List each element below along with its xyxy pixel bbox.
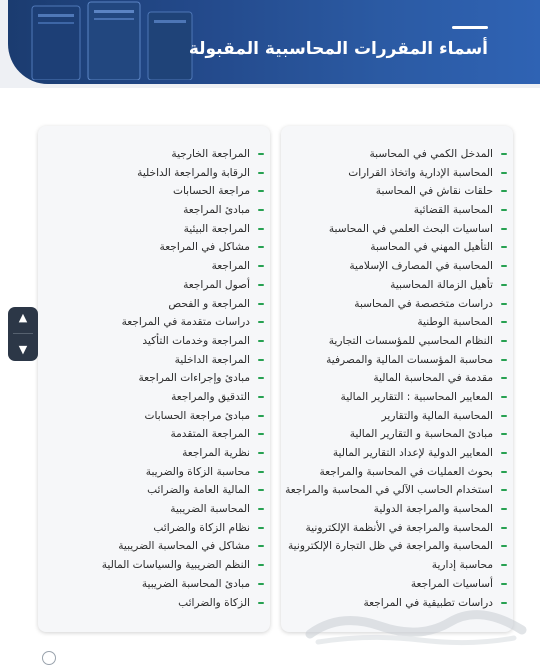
list-bullet-icon bbox=[501, 564, 507, 566]
course-label: مبادئ المراجعة bbox=[183, 204, 250, 217]
course-item bbox=[38, 463, 270, 482]
accounting-courses-list bbox=[281, 126, 513, 612]
course-label: مبادئ مراجعة الحسابات bbox=[144, 409, 250, 422]
course-label: المحاسبة المالية والتقارير bbox=[381, 409, 493, 422]
course-item bbox=[281, 388, 513, 407]
course-label: مقدمة في المحاسبة المالية bbox=[373, 372, 493, 385]
list-bullet-icon bbox=[258, 190, 264, 192]
course-item bbox=[38, 164, 270, 183]
course-label: المحاسبة في المصارف الإسلامية bbox=[349, 260, 493, 273]
course-label: المالية العامة والضرائب bbox=[147, 484, 250, 497]
course-item bbox=[281, 463, 513, 482]
course-item bbox=[38, 332, 270, 351]
course-label: أصول المراجعة bbox=[183, 278, 250, 291]
course-item bbox=[281, 313, 513, 332]
page-indicator-icon bbox=[42, 651, 56, 665]
list-bullet-icon bbox=[501, 583, 507, 585]
course-label: محاسبة الزكاة والضريبة bbox=[145, 465, 250, 478]
list-bullet-icon bbox=[501, 265, 507, 267]
course-label: الرقابة والمراجعة الداخلية bbox=[137, 166, 250, 179]
course-item bbox=[281, 556, 513, 575]
list-bullet-icon bbox=[501, 228, 507, 230]
course-label: المراجعة bbox=[211, 260, 250, 273]
list-bullet-icon bbox=[501, 489, 507, 491]
title-accent-line bbox=[452, 26, 488, 29]
books-illustration-icon bbox=[28, 0, 198, 80]
course-label: المراجعة وخدمات التأكيد bbox=[142, 334, 250, 347]
list-bullet-icon bbox=[501, 396, 507, 398]
accounting-courses-panel bbox=[281, 126, 513, 632]
scroll-widget bbox=[8, 307, 38, 361]
course-item bbox=[38, 220, 270, 239]
list-bullet-icon bbox=[501, 153, 507, 155]
course-label: المحاسبة الضريبية bbox=[170, 503, 250, 516]
course-label: مراجعة الحسابات bbox=[172, 185, 250, 198]
course-item bbox=[281, 575, 513, 594]
list-bullet-icon bbox=[258, 359, 264, 361]
course-item bbox=[281, 164, 513, 183]
course-label: محاسبة إدارية bbox=[431, 559, 493, 572]
course-label: التدقيق والمراجعة bbox=[171, 390, 250, 403]
course-item bbox=[281, 407, 513, 426]
list-bullet-icon bbox=[501, 545, 507, 547]
course-item bbox=[38, 145, 270, 164]
course-item bbox=[281, 220, 513, 239]
course-label: دراسات متقدمة في المراجعة bbox=[121, 316, 250, 329]
course-label: التأهيل المهني في المحاسبة bbox=[370, 241, 493, 254]
auditing-courses-list bbox=[38, 126, 270, 612]
course-label: تأهيل الزمالة المحاسبية bbox=[390, 278, 493, 291]
scroll-divider bbox=[13, 333, 33, 334]
course-item bbox=[38, 575, 270, 594]
list-bullet-icon bbox=[258, 545, 264, 547]
course-label: مشاكل في المحاسبة الضريبية bbox=[118, 540, 250, 553]
list-bullet-icon bbox=[258, 303, 264, 305]
course-label: استخدام الحاسب الآلي في المحاسبة والمراجعة bbox=[285, 484, 493, 497]
list-bullet-icon bbox=[501, 452, 507, 454]
course-item bbox=[38, 444, 270, 463]
course-item bbox=[281, 295, 513, 314]
header-card bbox=[8, 0, 540, 84]
course-label: المدخل الكمي في المحاسبة bbox=[369, 148, 493, 160]
course-item bbox=[281, 481, 513, 500]
list-bullet-icon bbox=[501, 303, 507, 305]
course-label: حلقات نقاش في المحاسبة bbox=[375, 185, 493, 198]
list-bullet-icon bbox=[501, 284, 507, 286]
course-item bbox=[281, 425, 513, 444]
scroll-up-button[interactable]: ▲ bbox=[18, 310, 28, 324]
page-title: أسماء المقررات المحاسبية المقبولة bbox=[188, 39, 488, 59]
course-item bbox=[281, 369, 513, 388]
list-bullet-icon bbox=[501, 359, 507, 361]
course-item bbox=[281, 444, 513, 463]
course-label: مبادئ المحاسبة الضريبية bbox=[141, 577, 250, 590]
course-item bbox=[281, 182, 513, 201]
list-bullet-icon bbox=[501, 433, 507, 435]
course-item bbox=[38, 257, 270, 276]
list-bullet-icon bbox=[258, 602, 264, 604]
course-label: المحاسبة والمراجعة في ظل التجارة الإلكترونية bbox=[288, 540, 493, 553]
list-bullet-icon bbox=[258, 489, 264, 491]
course-item bbox=[38, 295, 270, 314]
course-label: مبادئ وإجراءات المراجعة bbox=[138, 372, 250, 385]
watermark-logo-icon bbox=[300, 604, 532, 650]
list-bullet-icon bbox=[501, 508, 507, 510]
course-label: مشاكل في المراجعة bbox=[159, 241, 250, 254]
course-item bbox=[38, 182, 270, 201]
list-bullet-icon bbox=[501, 246, 507, 248]
list-bullet-icon bbox=[258, 508, 264, 510]
course-item bbox=[281, 201, 513, 220]
course-item bbox=[281, 145, 513, 164]
list-bullet-icon bbox=[258, 246, 264, 248]
course-label: اساسيات البحث العلمي في المحاسبة bbox=[328, 222, 493, 235]
course-label: المحاسبة الوطنية bbox=[417, 316, 493, 329]
auditing-courses-panel bbox=[38, 126, 270, 632]
course-item bbox=[38, 388, 270, 407]
course-item bbox=[38, 238, 270, 257]
course-label: المراجعة البيئية bbox=[183, 222, 250, 235]
course-label: الزكاة والضرائب bbox=[178, 596, 250, 609]
list-bullet-icon bbox=[501, 471, 507, 473]
list-bullet-icon bbox=[501, 209, 507, 211]
course-item bbox=[38, 407, 270, 426]
list-bullet-icon bbox=[501, 172, 507, 174]
course-label: المراجعة الداخلية bbox=[174, 353, 250, 366]
course-label: دراسات متخصصة في المحاسبة bbox=[354, 297, 493, 310]
course-label: المعايير المحاسبية : التقارير المالية bbox=[340, 390, 493, 403]
course-item bbox=[38, 201, 270, 220]
course-item bbox=[38, 481, 270, 500]
list-bullet-icon bbox=[501, 377, 507, 379]
course-item bbox=[38, 537, 270, 556]
list-bullet-icon bbox=[258, 153, 264, 155]
list-bullet-icon bbox=[258, 433, 264, 435]
list-bullet-icon bbox=[258, 564, 264, 566]
course-item bbox=[38, 500, 270, 519]
list-bullet-icon bbox=[258, 527, 264, 529]
course-label: نظرية المراجعة bbox=[182, 447, 250, 459]
course-item bbox=[281, 332, 513, 351]
list-bullet-icon bbox=[258, 321, 264, 323]
course-item bbox=[38, 313, 270, 332]
list-bullet-icon bbox=[258, 583, 264, 585]
course-label: نظام الزكاة والضرائب bbox=[153, 521, 250, 534]
course-item bbox=[38, 425, 270, 444]
course-label: المراجعة المتقدمة bbox=[170, 428, 250, 441]
list-bullet-icon bbox=[501, 190, 507, 192]
course-item bbox=[38, 369, 270, 388]
list-bullet-icon bbox=[258, 284, 264, 286]
course-label: مبادئ المحاسبة و التقارير المالية bbox=[349, 428, 493, 441]
course-item bbox=[38, 276, 270, 295]
course-label: المحاسبة الإدارية واتخاذ القرارات bbox=[348, 166, 493, 179]
course-item bbox=[38, 519, 270, 538]
course-item bbox=[281, 519, 513, 538]
header-banner bbox=[0, 0, 540, 88]
course-item bbox=[281, 238, 513, 257]
list-bullet-icon bbox=[501, 340, 507, 342]
course-item bbox=[38, 351, 270, 370]
course-label: المراجعة و الفحص bbox=[168, 297, 250, 310]
list-bullet-icon bbox=[501, 415, 507, 417]
course-label: النظام المحاسبي للمؤسسات التجارية bbox=[328, 334, 493, 347]
course-label: دراسات تطبيقية في المراجعة bbox=[363, 596, 493, 609]
course-label: المحاسبة القضائية bbox=[413, 204, 493, 217]
list-bullet-icon bbox=[258, 415, 264, 417]
list-bullet-icon bbox=[258, 377, 264, 379]
course-item bbox=[281, 351, 513, 370]
list-bullet-icon bbox=[258, 265, 264, 267]
course-label: المراجعة الخارجية bbox=[171, 148, 250, 160]
list-bullet-icon bbox=[258, 228, 264, 230]
course-label: النظم الضريبية والسياسات المالية bbox=[101, 559, 250, 572]
course-label: أساسيات المراجعة bbox=[410, 577, 493, 590]
course-label: المعايير الدولية لإعداد التقارير المالية bbox=[332, 447, 493, 459]
list-bullet-icon bbox=[501, 321, 507, 323]
course-item bbox=[281, 276, 513, 295]
list-bullet-icon bbox=[258, 209, 264, 211]
list-bullet-icon bbox=[258, 340, 264, 342]
list-bullet-icon bbox=[258, 396, 264, 398]
scroll-down-button[interactable]: ▼ bbox=[18, 343, 28, 357]
course-item bbox=[38, 556, 270, 575]
course-label: المحاسبة والمراجعة الدولية bbox=[373, 503, 493, 516]
course-label: المحاسبة والمراجعة في الأنظمة الإلكترونية bbox=[305, 521, 493, 534]
list-bullet-icon bbox=[258, 471, 264, 473]
course-label: محاسبة المؤسسات المالية والمصرفية bbox=[326, 353, 493, 366]
course-item bbox=[38, 594, 270, 613]
list-bullet-icon bbox=[501, 527, 507, 529]
list-bullet-icon bbox=[258, 172, 264, 174]
course-item bbox=[281, 500, 513, 519]
course-label: بحوث العمليات في المحاسبة والمراجعة bbox=[319, 465, 493, 478]
course-item bbox=[281, 257, 513, 276]
list-bullet-icon bbox=[258, 452, 264, 454]
course-item bbox=[281, 537, 513, 556]
